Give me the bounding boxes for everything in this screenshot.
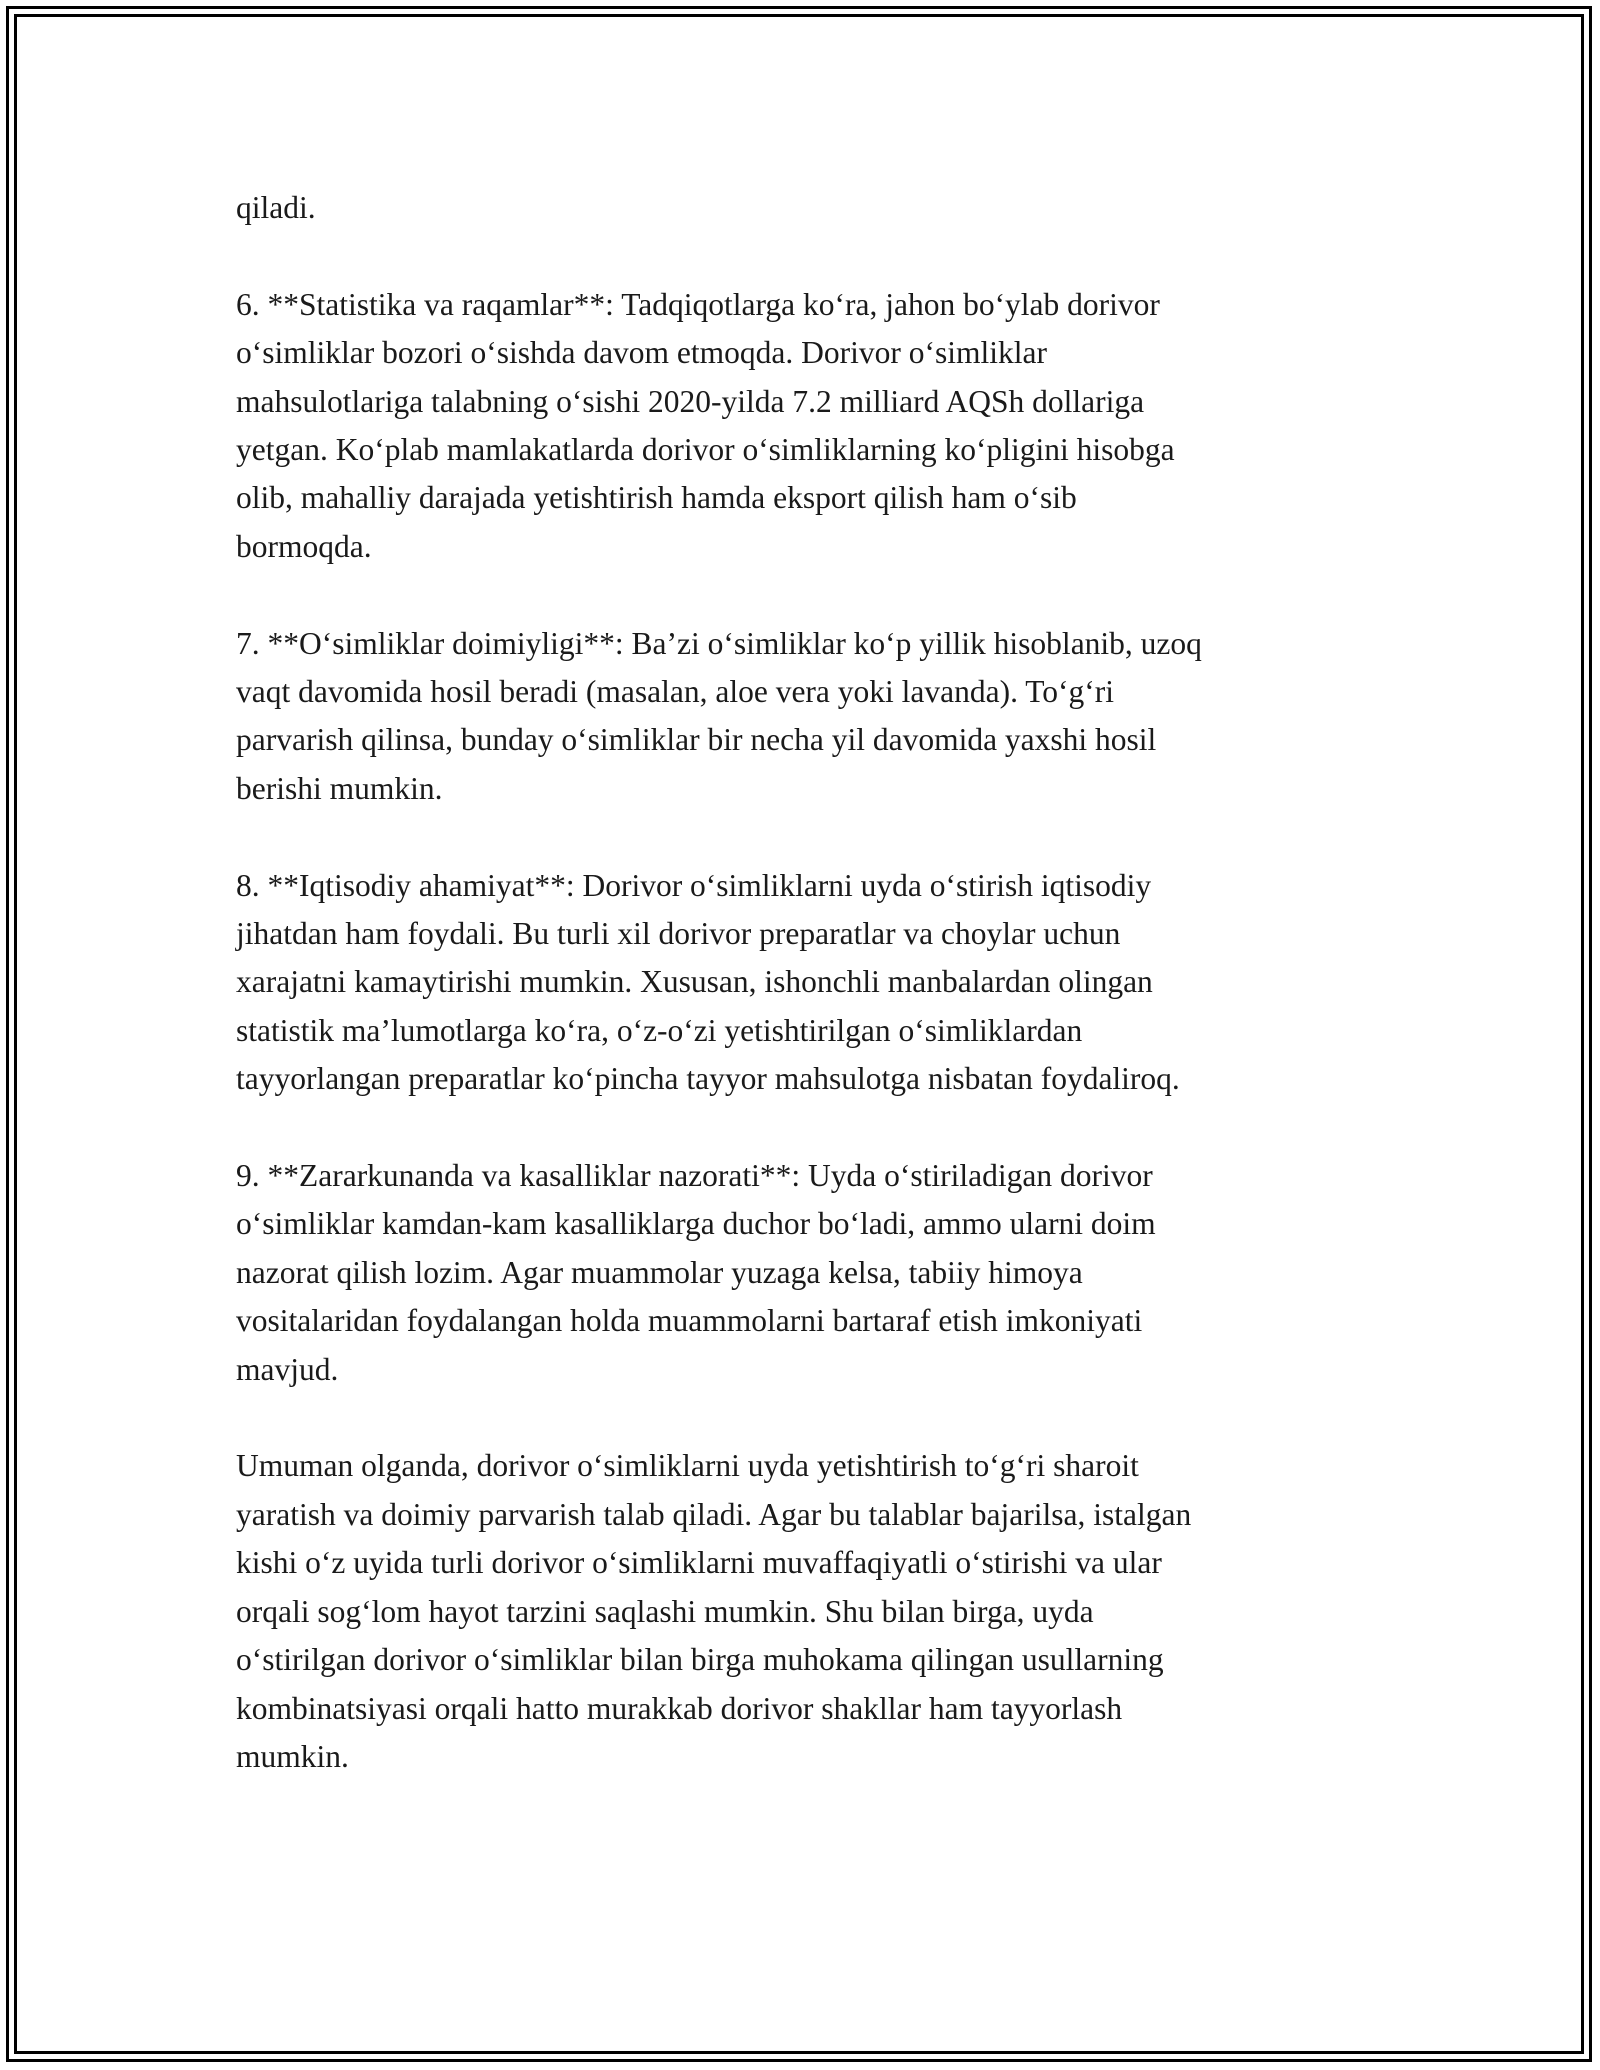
text-line: o‘simliklar kamdan-kam kasalliklarga duchor bo‘ladi, ammo ularni doim <box>236 1206 1156 1242</box>
text-line: bormoqda. <box>236 528 372 564</box>
document-body <box>236 184 1376 1781</box>
text-line: qiladi. <box>236 190 316 225</box>
text-line: orqali sog‘lom hayot tarzini saqlashi mumkin. Shu bilan birga, uyda <box>236 1593 1094 1629</box>
text-line: nazorat qilish lozim. Agar muammolar yuzaga kelsa, tabiiy himoya <box>236 1254 1083 1290</box>
paragraph <box>236 862 1376 1104</box>
text-line: berishi mumkin. <box>236 770 443 806</box>
text-line: mumkin. <box>236 1738 349 1774</box>
text-line: statistik ma’lumotlarga ko‘ra, o‘z-o‘zi yetishtirilgan o‘simliklardan <box>236 1012 1083 1048</box>
paragraph <box>236 1152 1376 1394</box>
text-line: 6. **Statistika va raqamlar**: Tadqiqotlarga ko‘ra, jahon bo‘ylab dorivor <box>236 286 1160 322</box>
paragraph <box>236 184 1376 232</box>
text-line: yetgan. Ko‘plab mamlakatlarda dorivor o‘simliklarning ko‘pligini hisobga <box>236 432 1175 468</box>
paragraph <box>236 620 1376 814</box>
text-line: o‘simliklar bozori o‘sishda davom etmoqda. Dorivor o‘simliklar <box>236 335 1047 371</box>
text-line: mavjud. <box>236 1351 339 1387</box>
text-line: o‘stirilgan dorivor o‘simliklar bilan birga muhokama qilingan usullarning <box>236 1642 1164 1678</box>
paragraph <box>236 1442 1376 1781</box>
text-line: 7. **O‘simliklar doimiyligi**: Ba’zi o‘simliklar ko‘p yillik hisoblanib, uzoq <box>236 625 1202 661</box>
text-line: yaratish va doimiy parvarish talab qiladi. Agar bu talablar bajarilsa, istalgan <box>236 1496 1192 1532</box>
text-line: 9. **Zararkunanda va kasalliklar nazorati**: Uyda o‘stiriladigan dorivor <box>236 1158 1153 1194</box>
text-line: kishi o‘z uyida turli dorivor o‘simliklarni muvaffaqiyatli o‘stirishi va ular <box>236 1545 1162 1581</box>
text-line: vaqt davomida hosil beradi (masalan, aloe vera yoki lavanda). To‘g‘ri <box>236 674 1115 710</box>
text-line: 8. **Iqtisodiy ahamiyat**: Dorivor o‘simliklarni uyda o‘stirish iqtisodiy <box>236 867 1152 903</box>
text-line: parvarish qilinsa, bunday o‘simliklar bir necha yil davomida yaxshi hosil <box>236 722 1157 758</box>
text-line: mahsulotlariga talabning o‘sishi 2020-yilda 7.2 milliard AQSh dollariga <box>236 383 1145 419</box>
paragraph <box>236 281 1376 571</box>
text-line: jihatdan ham foydali. Bu turli xil dorivor preparatlar va choylar uchun <box>236 916 1121 952</box>
text-line: Umuman olganda, dorivor o‘simliklarni uyda yetishtirish to‘g‘ri sharoit <box>236 1448 1139 1484</box>
text-line: kombinatsiyasi orqali hatto murakkab dorivor shakllar ham tayyorlash <box>236 1690 1123 1726</box>
text-line: vositalaridan foydalangan holda muammolarni bartaraf etish imkoniyati <box>236 1303 1143 1339</box>
text-line: olib, mahalliy darajada yetishtirish hamda eksport qilish ham o‘sib <box>236 480 1077 516</box>
text-line: xarajatni kamaytirishi mumkin. Xususan, ishonchli manbalardan olingan <box>236 964 1153 1000</box>
text-line: tayyorlangan preparatlar ko‘pincha tayyor mahsulotga nisbatan foydaliroq. <box>236 1061 1180 1097</box>
